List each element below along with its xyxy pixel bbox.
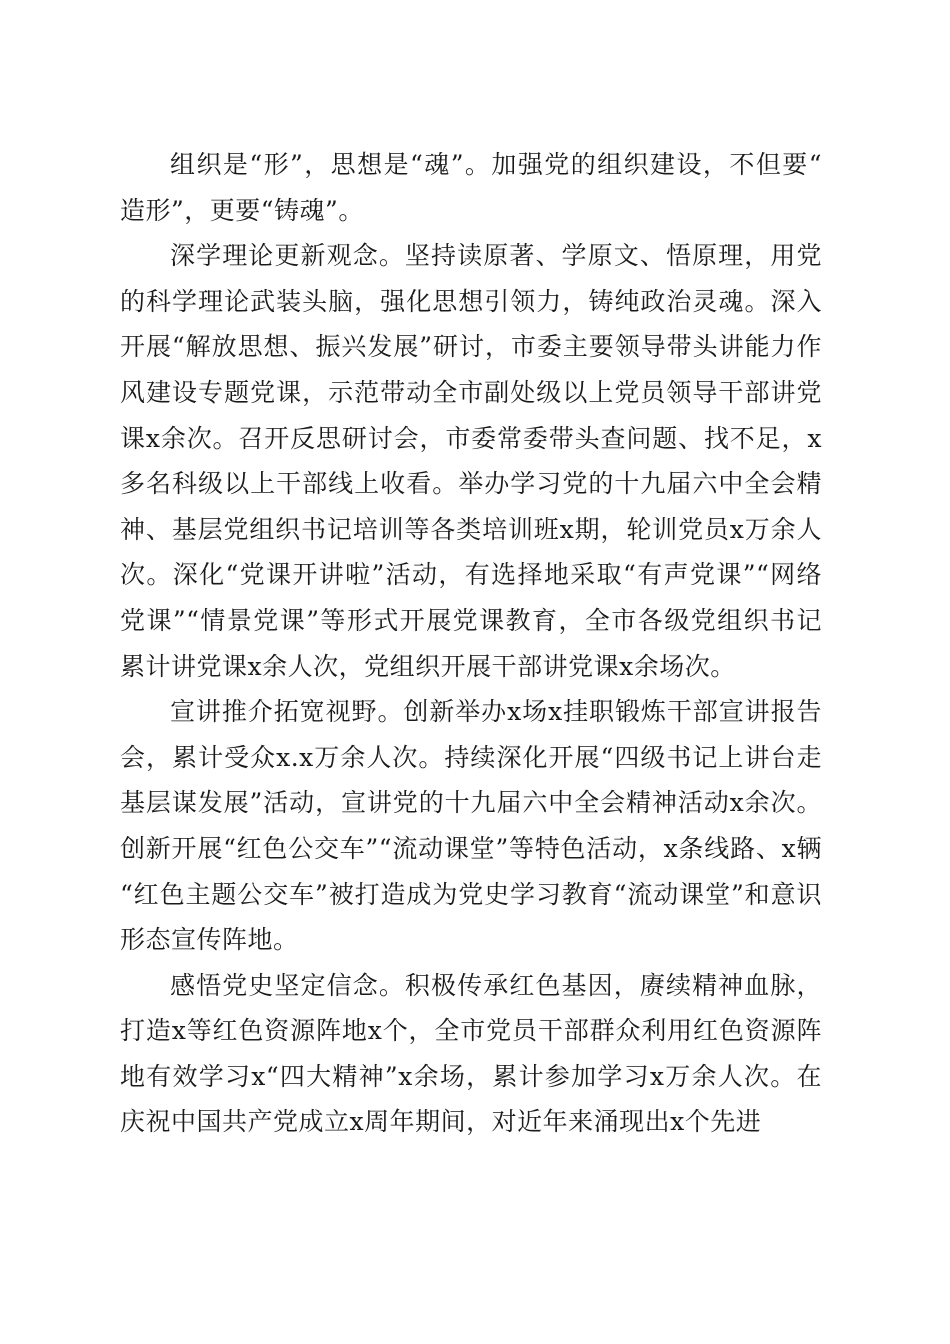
paragraph-publicity: 宣讲推介拓宽视野。创新举办x场x挂职锻炼干部宣讲报告会，累计受众x.x万余人次。持续深化开展“四级书记上讲台走基层谋发展”活动，宣讲党的十九届六中全会精神活动x余次。创新开展“红色公交车”“流动课堂”等特色活动，x条线路、x辆“红色主题公交车”被打造成为党史学习教育“流动课堂”和意识形态宣传阵地。 [120,697,822,955]
paragraph-theory-study: 深学理论更新观念。坚持读原著、学原文、悟原理，用党的科学理论武装头脑，强化思想引领力，铸纯政治灵魂。深入开展“解放思想、振兴发展”研讨，市委主要领导带头讲能力作风建设专题党课，示范带动全市副处级以上党员领导干部讲党课x余次。召开反思研讨会，市委常委带头查问题、找不足，x多名科级以上干部线上收看。举办学习党的十九届六中全会精神、基层党组织书记培训等各类培训班x期，轮训党员x万余人次。深化“党课开讲啦”活动，有选择地采取“有声党课”“网络党课”“情景党课”等形式开展党课教育，全市各级党组织书记累计讲党课x余人次，党组织开展干部讲党课x余场次。 [120,241,822,681]
document-body [120,142,822,1145]
paragraph-intro: 组织是“形”，思想是“魂”。加强党的组织建设，不但要“造形”，更要“铸魂”。 [120,150,822,225]
paragraph-party-history: 感悟党史坚定信念。积极传承红色基因，赓续精神血脉，打造x等红色资源阵地x个，全市党员干部群众利用红色资源阵地有效学习x“四大精神”x余场，累计参加学习x万余人次。在庆祝中国共产党成立x周年期间，对近年来涌现出x个先进 [120,970,822,1137]
